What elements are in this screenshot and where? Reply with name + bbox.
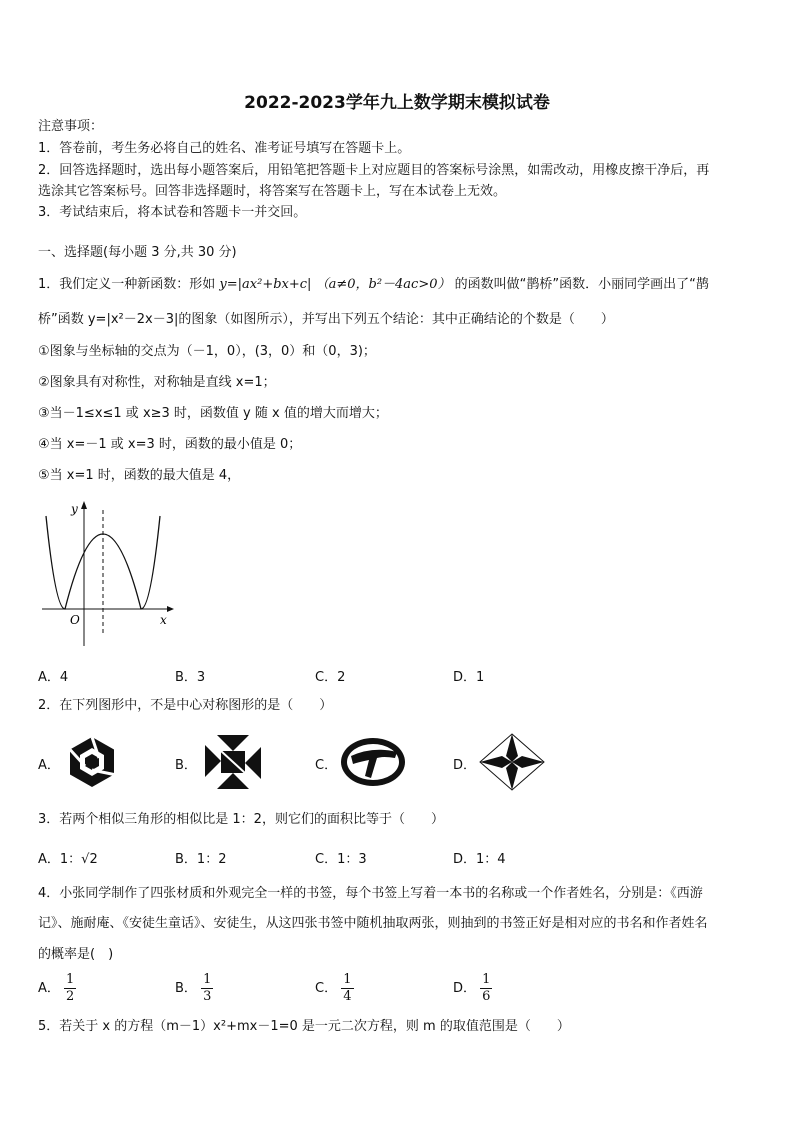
q2-stem: 2．在下列图形中，不是中心对称图形的是（ ） [38,698,333,713]
q1-condition: （a≠0，b²－4ac>0） [315,277,451,292]
q1-statement: ⑤当 x=1 时，函数的最大值是 4， [38,468,241,483]
numerator: 1 [203,972,212,987]
q2-option-c[interactable]: C． [315,758,338,773]
pinwheel-figure [478,732,546,792]
q4-option-a[interactable] [38,972,76,1005]
q1-stem-part: 1．我们定义一种新函数：形如 [38,277,216,292]
q1-statement: ④当 x=－1 或 x=3 时，函数的最小值是 0； [38,437,302,452]
notice-item: 选涂其它答案标号。回答非选择题时，将答案写在答题卡上，写在本试卷上无效。 [38,184,507,199]
numerator: 1 [66,972,75,987]
denominator: 6 [482,989,491,1004]
denominator: 3 [203,989,212,1004]
y-axis-arrow [81,501,87,509]
option-label: B． [175,981,197,996]
fraction [480,972,492,1005]
q4-stem-line2: 记》、施耐庵、《安徒生童话》、安徒生，从这四张书签中随机抽取两张，则抽到的书签正好是相对应的书名和作者姓名 [38,916,708,931]
q4-option-c[interactable] [315,972,354,1005]
q1-option-b[interactable]: B．3 [175,670,206,685]
q2-option-b[interactable]: B． [175,758,197,773]
y-axis-label: y [71,502,78,516]
notice-item: 3．考试结束后，将本试卷和答题卡一并交回。 [38,205,307,220]
q1-statement: ③当－1≤x≤1 或 x≥3 时，函数值 y 随 x 值的增大而增大； [38,406,388,421]
denominator: 4 [343,989,352,1004]
hexagon-swirl-figure [64,734,120,790]
q4-stem-line1: 4．小张同学制作了四张材质和外观完全一样的书签，每个书签上写着一本书的名称或一个作者姓名，分别是：《西游 [38,886,703,901]
q3-option-b[interactable]: B．1：2 [175,852,227,867]
fraction [64,972,76,1005]
notice-item: 2．回答选择题时，选出每小题答案后，用铅笔把答题卡上对应题目的答案标号涂黑，如需改动，用橡皮擦干净后，再 [38,163,710,178]
q1-formula: y=|ax²+bx+c| [219,277,312,292]
x-axis-arrow [167,606,174,612]
q1-function-graph [38,496,178,651]
q1-option-d[interactable]: D．1 [453,670,485,685]
q1-statement: ②图象具有对称性，对称轴是直线 x=1； [38,375,276,390]
fraction [341,972,353,1005]
q3-option-d[interactable]: D．1：4 [453,852,506,867]
q1-option-c[interactable]: C．2 [315,670,346,685]
denominator: 2 [66,989,75,1004]
page-title: 2022-2023学年九上数学期末模拟试卷 [244,93,550,113]
q1-statement: ①图象与坐标轴的交点为（－1，0），(3，0）和（0，3)； [38,344,376,359]
q1-option-a[interactable]: A．4 [38,670,69,685]
q2-option-a[interactable]: A． [38,758,60,773]
q1-stem-part: 的函数叫做“鹊桥”函数．小丽同学画出了“鹊 [454,277,709,292]
q3-option-c[interactable]: C．1：3 [315,852,367,867]
notice-item: 1．答卷前，考生务必将自己的姓名、准考证号填写在答题卡上。 [38,141,411,156]
q4-option-d[interactable] [453,972,492,1005]
q5-stem: 5．若关于 x 的方程（m－1）x²+mx－1=0 是一元二次方程，则 m 的取值范围是（ ） [38,1019,570,1034]
q1-stem-line2: 桥”函数 y=|x²－2x－3|的图象（如图所示），并写出下列五个结论：其中正确结论的个数是（ ） [38,312,614,327]
x-axis-label: x [160,613,167,627]
q3-option-a[interactable]: A．1：√2 [38,852,98,867]
oval-logo-figure [339,736,407,788]
fraction [201,972,213,1005]
q2-option-d[interactable]: D． [453,758,477,773]
q4-option-b[interactable] [175,972,213,1005]
q1-stem-line1 [38,276,709,294]
option-label: D． [453,981,477,996]
numerator: 1 [343,972,352,987]
rotated-squares-figure [203,733,263,791]
option-label: C． [315,981,338,996]
origin-label: O [70,613,80,627]
option-label: A． [38,981,60,996]
q4-stem-line3: 的概率是( ) [38,947,114,962]
numerator: 1 [482,972,491,987]
notice-heading: 注意事项： [38,119,104,134]
q3-stem: 3．若两个相似三角形的相似比是 1：2，则它们的面积比等于（ ） [38,812,444,827]
section-heading: 一、选择题(每小题 3 分,共 30 分) [38,245,237,260]
